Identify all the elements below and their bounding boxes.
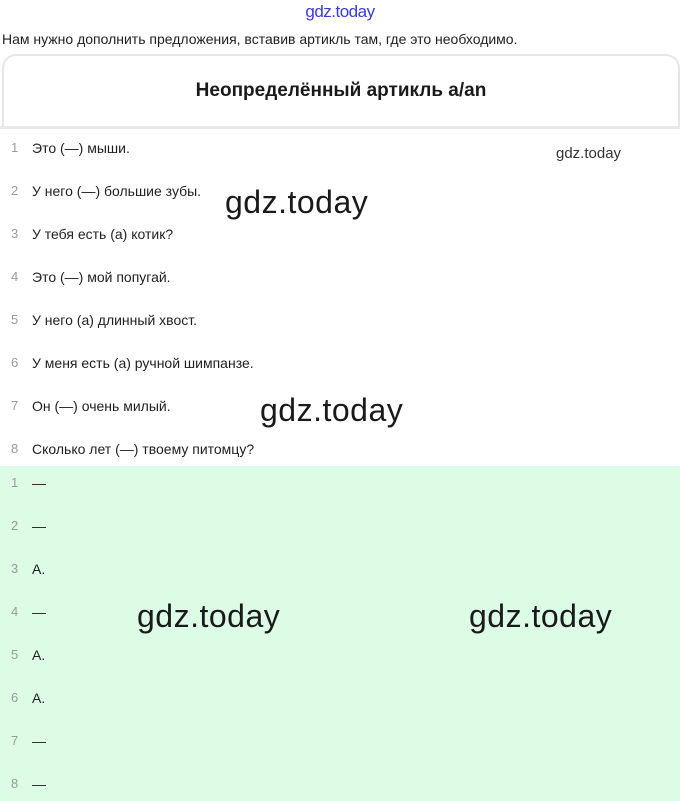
question-text: Он (—) очень милый.	[32, 398, 171, 414]
answer-text: A.	[32, 690, 46, 706]
question-text: Это (—) мыши.	[32, 140, 130, 156]
answer-number: 3	[11, 561, 19, 576]
question-number: 7	[11, 398, 19, 413]
question-number: 6	[11, 355, 19, 370]
answer-text: A.	[32, 647, 46, 663]
answer-number: 6	[11, 690, 19, 705]
exercise-card-header	[2, 54, 680, 126]
answer-number: 7	[11, 733, 19, 748]
question-text: У тебя есть (a) котик?	[32, 226, 174, 242]
card-title: Неопределённый артикль a/an	[195, 80, 487, 101]
answer-text: —	[32, 604, 46, 620]
answer-text: —	[32, 733, 46, 749]
question-text: Это (—) мой попугай.	[32, 269, 171, 285]
question-number: 1	[11, 140, 19, 155]
question-text: Сколько лет (—) твоему питомцу?	[32, 441, 255, 457]
answer-text: —	[32, 776, 46, 792]
watermark: gdz.today	[556, 145, 622, 162]
answer-text: A.	[32, 561, 46, 577]
question-number: 2	[11, 183, 19, 198]
site-watermark-top: gdz.today	[305, 2, 375, 21]
watermark: gdz.today	[469, 598, 613, 634]
answer-number: 2	[11, 518, 19, 533]
answer-number: 8	[11, 776, 19, 791]
answer-text: —	[32, 518, 46, 534]
answer-number: 5	[11, 647, 19, 662]
question-text: У него (a) длинный хвост.	[32, 312, 197, 328]
intro-text: Нам нужно дополнить предложения, вставив артикль там, где это необходимо.	[2, 31, 518, 47]
question-number: 8	[11, 441, 19, 456]
watermark: gdz.today	[225, 184, 369, 220]
question-number: 4	[11, 269, 19, 284]
answer-number: 4	[11, 604, 19, 619]
watermark: gdz.today	[137, 598, 281, 634]
watermark: gdz.today	[260, 392, 404, 428]
question-number: 3	[11, 226, 19, 241]
question-text: У меня есть (a) ручной шимпанзе.	[32, 355, 254, 371]
answer-text: —	[32, 475, 46, 491]
question-text: У него (—) большие зубы.	[32, 183, 202, 199]
answer-number: 1	[11, 475, 19, 490]
question-number: 5	[11, 312, 19, 327]
